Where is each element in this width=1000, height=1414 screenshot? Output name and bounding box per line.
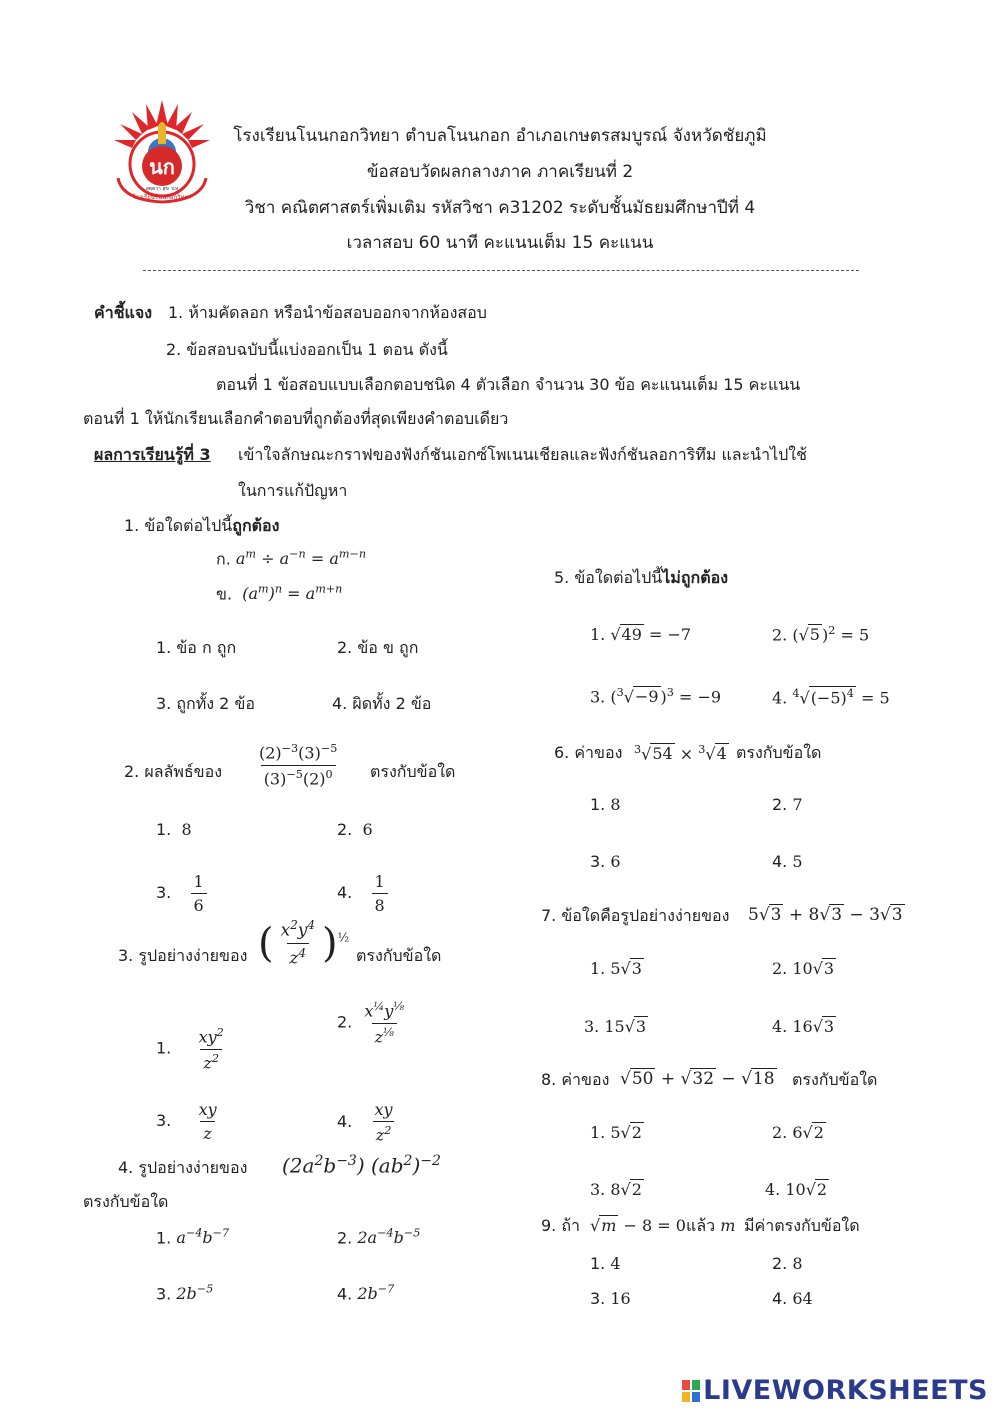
q6-option-4[interactable]: 4. 5	[772, 852, 803, 871]
q9-option-2[interactable]: 2. 8	[772, 1254, 803, 1273]
q9-stem: 9. ถ้า	[541, 1216, 581, 1235]
q5-option-3[interactable]: 3. ($^3$√−9 )$^3$ = −9	[590, 686, 722, 707]
q2-tail: ตรงกับข้อใด	[370, 762, 456, 781]
q4-tail: ตรงกับข้อใด	[83, 1192, 169, 1211]
q7-option-2[interactable]: 2. 10√3	[772, 959, 835, 978]
logo-initials: นก	[149, 155, 175, 179]
q3-tail: ตรงกับข้อใด	[356, 946, 442, 965]
q1-statement-b: ข. $(a^m)^n = a^{m+n}$	[216, 583, 343, 604]
q3-expression: ( $\frac{x^2y^4}{z^4}$ )$^{\frac{1}{2}}$	[258, 918, 350, 969]
header-exam-line: ข้อสอบวัดผลกลางภาค ภาคเรียนที่ 2	[366, 162, 634, 182]
q5-stem: 5. ข้อใดต่อไปนี้ไม่ถูกต้อง	[554, 568, 729, 587]
q6-expression: $^3$√54 × $^3$√4	[634, 743, 727, 764]
q9-option-4[interactable]: 4. 64	[772, 1289, 813, 1308]
q7-stem: 7. ข้อใดคือรูปอย่างง่ายของ	[541, 906, 730, 925]
q6-option-2[interactable]: 2. 7	[772, 795, 803, 814]
q3-option-2[interactable]: 2. $\frac{x^{\frac{1}{4}}y^{\frac{1}{8}}}{z^{\frac{1}{8}}}$	[337, 1000, 405, 1046]
q5-option-2[interactable]: 2. (√5 )$^2$ = 5	[772, 624, 870, 645]
q8-tail: ตรงกับข้อใด	[792, 1070, 878, 1089]
instructions-label: คำชี้แจง	[94, 303, 153, 322]
q8-option-4[interactable]: 4. 10√2	[765, 1180, 828, 1199]
school-logo	[108, 96, 216, 206]
q9-option-1[interactable]: 1. 4	[590, 1254, 621, 1273]
q7-option-4[interactable]: 4. 16√3	[772, 1017, 835, 1036]
q1-option-2[interactable]: 2. ข้อ ข ถูก	[337, 638, 419, 657]
q1-stem: 1. ข้อใดต่อไปนี้ถูกต้อง	[124, 516, 280, 535]
outcome-label: ผลการเรียนรู้ที่ 3	[94, 445, 211, 464]
q1-option-3[interactable]: 3. ถูกทั้ง 2 ข้อ	[156, 694, 255, 713]
q4-option-2[interactable]: 2. $2a^{-4}b^{-5}$	[337, 1227, 421, 1248]
q8-option-2[interactable]: 2. 6√2	[772, 1123, 824, 1142]
q9-option-3[interactable]: 3. 16	[590, 1289, 631, 1308]
q3-option-3[interactable]: 3. $\frac{xy}{z}$	[156, 1100, 217, 1144]
q9-tail: มีค่าตรงกับข้อใด	[744, 1216, 860, 1235]
q1-statement-a: ก. $a^m \div a^{-n} = a^{m-n}$	[216, 548, 367, 569]
liveworksheets-brand[interactable]	[682, 1375, 988, 1406]
q3-option-4[interactable]: 4. $\frac{xy}{z^2}$	[337, 1100, 393, 1145]
q7-option-3[interactable]: 3. 15√3	[584, 1017, 647, 1036]
liveworksheets-logo-icon	[682, 1380, 700, 1402]
part-instruction: ตอนที่ 1 ให้นักเรียนเลือกคำตอบที่ถูกต้องที่สุดเพียงคำตอบเดียว	[83, 409, 509, 428]
q4-option-1[interactable]: 1. $a^{-4}b^{-7}$	[156, 1227, 230, 1248]
instruction-item-2: 2. ข้อสอบฉบับนี้แบ่งออกเป็น 1 ตอน ดังนี้	[166, 340, 448, 359]
q4-stem: 4. รูปอย่างง่ายของ	[118, 1158, 248, 1177]
logo-school-name: โรงเรียนโนนกอกวิทยา	[132, 194, 192, 201]
q8-stem: 8. ค่าของ	[541, 1070, 610, 1089]
q2-option-2[interactable]: 2. 6	[337, 820, 373, 839]
outcome-text-1: เข้าใจลักษณะกราฟของฟังก์ชันเอกซ์โพเนนเชียลและฟังก์ชันลอการิทึม และนำไปใช้	[238, 445, 807, 464]
logo-motto: สุตฺตวา สุข วเห	[145, 186, 179, 192]
header-school-line: โรงเรียนโนนกอกวิทยา ตำบลโนนกอก อำเภอเกษตรสมบูรณ์ จังหวัดชัยภูมิ	[233, 126, 767, 146]
header-time-line: เวลาสอบ 60 นาที คะแนนเต็ม 15 คะแนน	[346, 233, 654, 253]
q9-mid: แล้ว m	[686, 1216, 736, 1235]
q7-option-1[interactable]: 1. 5√3	[590, 959, 642, 978]
brand-name: LIVEWORKSHEETS	[703, 1375, 988, 1406]
q8-option-1[interactable]: 1. 5√2	[590, 1123, 642, 1142]
q1-option-4[interactable]: 4. ผิดทั้ง 2 ข้อ	[332, 694, 432, 713]
header-subject-line: วิชา คณิตศาสตร์เพิ่มเติม รหัสวิชา ค31202 ระดับชั้นมัธยมศึกษาปีที่ 4	[244, 198, 756, 218]
q2-stem: 2. ผลลัพธ์ของ	[124, 762, 223, 781]
q2-option-1[interactable]: 1. 8	[156, 820, 192, 839]
q4-option-3[interactable]: 3. $2b^{-5}$	[156, 1283, 214, 1304]
q1-option-1[interactable]: 1. ข้อ ก ถูก	[156, 638, 237, 657]
q9-equation: √m − 8 = 0	[590, 1216, 686, 1235]
part-description: ตอนที่ 1 ข้อสอบแบบเลือกตอบชนิด 4 ตัวเลือก จำนวน 30 ข้อ คะแนนเต็ม 15 คะแนน	[216, 375, 801, 394]
q8-expression: √50 + √32 − √18	[620, 1069, 775, 1089]
outcome-text-2: ในการแก้ปัญหา	[238, 481, 348, 500]
q7-expression: 5√3 + 8√3 − 3√3	[748, 905, 903, 925]
q3-option-1[interactable]: 1. $\frac{xy^2}{z^2}$	[156, 1026, 224, 1072]
q2-option-4[interactable]: 4. $\frac{1}{8}$	[337, 872, 392, 915]
q4-expression: $(2a^2b^{-3})$ $(ab^2)^{-2}$	[282, 1153, 441, 1178]
q6-option-1[interactable]: 1. 8	[590, 795, 621, 814]
q6-option-3[interactable]: 3. 6	[590, 852, 621, 871]
q4-option-4[interactable]: 4. $2b^{-7}$	[337, 1283, 395, 1304]
q8-option-3[interactable]: 3. 8√2	[590, 1180, 642, 1199]
q2-option-3[interactable]: 3. $\frac{1}{6}$	[156, 872, 211, 915]
q6-tail: ตรงกับข้อใด	[736, 743, 822, 762]
q6-stem: 6. ค่าของ	[554, 743, 623, 762]
q2-expression: $\frac{(2)^{-3}(3)^{-5}}{(3)^{-5}(2)^0}$	[259, 742, 338, 788]
header-divider	[143, 270, 859, 271]
q5-option-1[interactable]: 1. √49 = −7	[590, 625, 692, 644]
q3-stem: 3. รูปอย่างง่ายของ	[118, 946, 248, 965]
instruction-item-1: 1. ห้ามคัดลอก หรือนำข้อสอบออกจากห้องสอบ	[168, 303, 487, 322]
q5-option-4[interactable]: 4. $^4√(-5)^4 = 5$	[772, 687, 890, 708]
